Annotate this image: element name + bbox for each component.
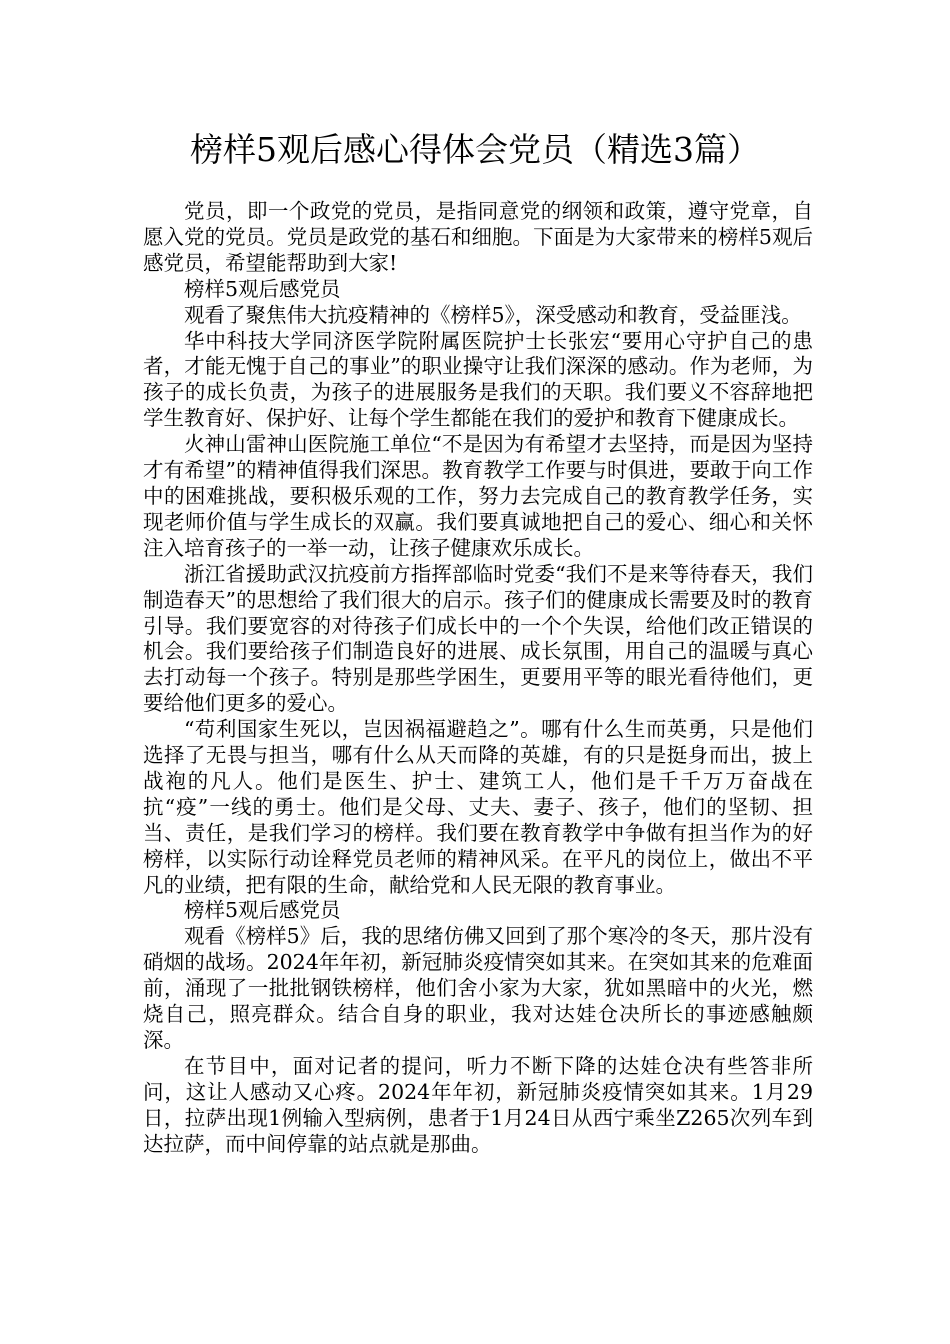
section-heading: 榜样5观后感党员	[184, 276, 341, 301]
document-body	[143, 199, 813, 1158]
body-paragraph: 火神山雷神山医院施工单位“不是因为有希望才去坚持，而是因为坚持才有希望”的精神值得我们深思。教育教学工作要与时俱进，要敢于向工作中的困难挑战，要积极乐观的工作，努力去完成自己的教育教学任务，实现老师价值与学生成长的双赢。我们要真诚地把自己的爱心、细心和关怀注入培育孩子的一举一动，让孩子健康欢乐成长。	[143, 432, 813, 560]
body-paragraph: 华中科技大学同济医学院附属医院护士长张宏“要用心守护自己的患者，才能无愧于自己的事业”的职业操守让我们深深的感动。作为老师，为孩子的成长负责，为孩子的进展服务是我们的天职。我们要义不容辞地把学生教育好、保护好、让每个学生都能在我们的爱护和教育下健康成长。	[143, 328, 813, 431]
body-paragraph: 观看《榜样5》后，我的思绪仿佛又回到了那个寒冷的冬天，那片没有硝烟的战场。2024年年初，新冠肺炎疫情突如其来。在突如其来的危难面前，涌现了一批批钢铁榜样，他们舍小家为大家，犹如黑暗中的火光，燃烧自己，照亮群众。结合自身的职业，我对达娃仓决所长的事迹感触颇深。	[143, 924, 813, 1052]
body-paragraph: 观看了聚焦伟大抗疫精神的《榜样5》，深受感动和教育，受益匪浅。	[184, 302, 802, 327]
section-heading: 榜样5观后感党员	[184, 898, 341, 923]
intro-paragraph: 党员，即一个政党的党员，是指同意党的纲领和政策，遵守党章，自愿入党的党员。党员是政党的基石和细胞。下面是为大家带来的榜样5观后感党员，希望能帮助到大家!	[143, 199, 813, 275]
body-paragraph: 在节目中，面对记者的提问，听力不断下降的达娃仓决有些答非所问，这让人感动又心疼。2024年年初，新冠肺炎疫情突如其来。1月29日，拉萨出现1例输入型病例，患者于1月24日从西宁乘坐Z265次列车到达拉萨，而中间停靠的站点就是那曲。	[143, 1053, 813, 1156]
body-paragraph: “苟利国家生死以，岂因祸福避趋之”。哪有什么生而英勇，只是他们选择了无畏与担当，哪有什么从天而降的英雄，有的只是挺身而出，披上战袍的凡人。他们是医生、护士、建筑工人，他们是千千万万奋战在抗“疫”一线的勇士。他们是父母、丈夫、妻子、孩子，他们的坚韧、担当、责任，是我们学习的榜样。我们要在教育教学中争做有担当作为的好榜样，以实际行动诠释党员老师的精神风采。在平凡的岗位上，做出不平凡的业绩，把有限的生命，献给党和人民无限的教育事业。	[143, 717, 813, 897]
document-title: 榜样5观后感心得体会党员（精选3篇）	[190, 130, 760, 169]
body-paragraph: 浙江省援助武汉抗疫前方指挥部临时党委“我们不是来等待春天，我们制造春天”的思想给了我们很大的启示。孩子们的健康成长需要及时的教育引导。我们要宽容的对待孩子们成长中的一个个失误，给他们改正错误的机会。我们要给孩子们制造良好的进展、成长氛围，用自己的温暖与真心去打动每一个孩子。特别是那些学困生，更要用平等的眼光看待他们，更要给他们更多的爱心。	[143, 561, 813, 716]
